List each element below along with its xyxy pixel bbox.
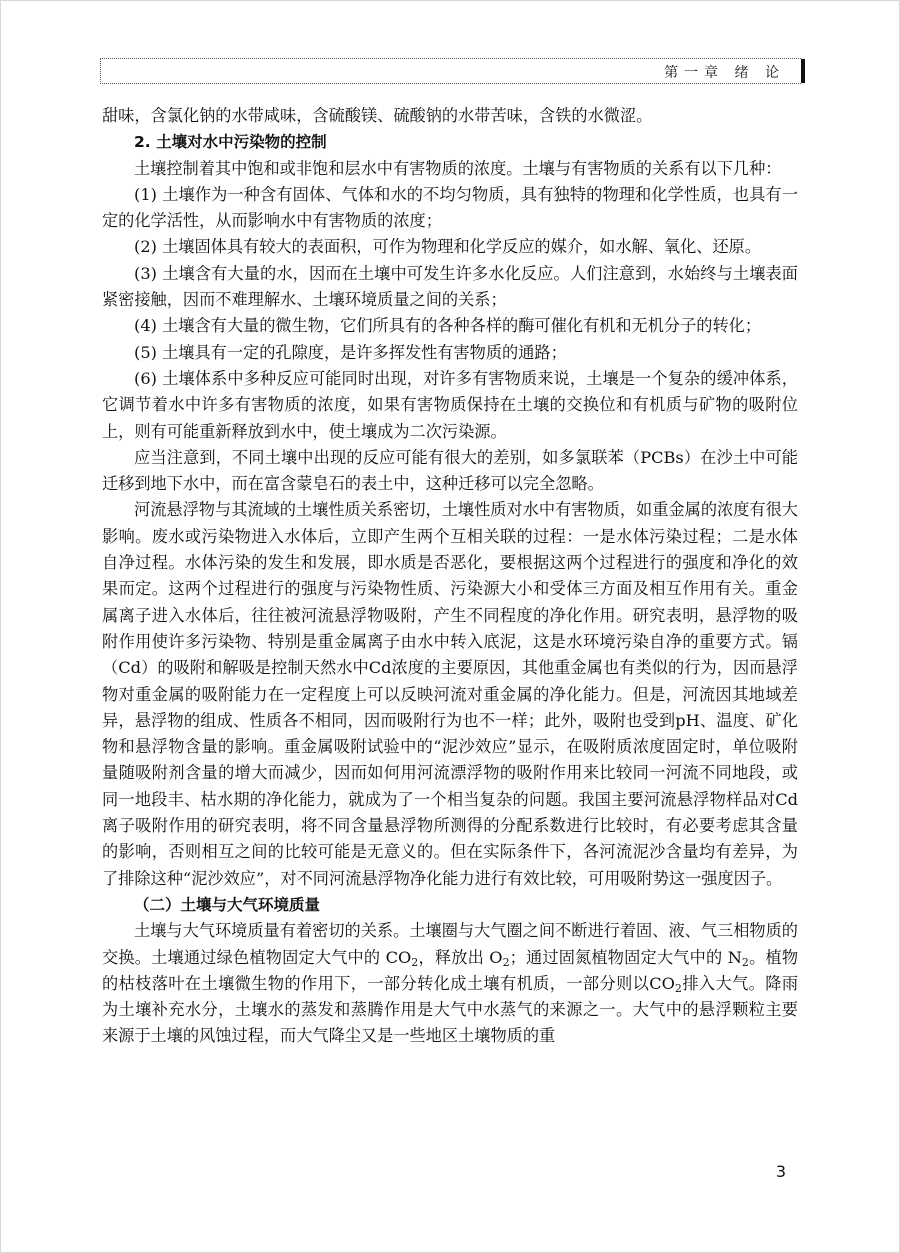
text-run: ；通过固氮植物固定大气中的 N [509, 947, 742, 967]
section-heading: 2. 土壤对水中污染物的控制 [134, 133, 327, 152]
page-body [102, 103, 798, 1050]
paragraph [102, 918, 798, 1049]
header-bar [801, 59, 805, 83]
subscript: 2 [502, 955, 510, 969]
running-header [100, 58, 801, 84]
page-number: 3 [775, 1162, 786, 1181]
chapter-title: 第一章 绪 论 [664, 65, 785, 81]
paragraph-continued: 甜味，含氯化钠的水带咸味，含硫酸镁、硫酸钠的水带苦味，含铁的水微涩。 [102, 106, 653, 125]
subscript: 2 [411, 955, 419, 969]
subscript: 2 [741, 955, 749, 969]
list-item: (3) 土壤含有大量的水，因而在土壤中可发生许多水化反应。人们注意到，水始终与土壤表面紧密接触，因而不难理解水、土壤环境质量之间的关系； [102, 263, 798, 310]
list-item: (6) 土壤体系中多种反应可能同时出现，对许多有害物质来说，土壤是一个复杂的缓冲体系，它调节着水中许多有害物质的浓度，如果有害物质保持在土壤的交换位和有机质与矿物的吸附位上，则有可能重新释放到水中，使土壤成为二次污染源。 [102, 368, 798, 441]
text-run: 排入大气。降雨为土壤补充水分，土壤水的蒸发和蒸腾作用是大气中水蒸气的来源之一。大气中的悬浮颗粒主要来源于土壤的风蚀过程，而大气降尘又是一些地区土壤物质的重 [102, 973, 799, 1046]
paragraph: 土壤控制着其中饱和或非饱和层水中有害物质的浓度。土壤与有害物质的关系有以下几种： [134, 158, 782, 178]
list-item: (2) 土壤固体具有较大的表面积，可作为物理和化学反应的媒介，如水解、氧化、还原。 [134, 237, 762, 257]
subscript: 2 [674, 981, 682, 995]
text-run: 土壤与大气环境质量有着密切的关系。土壤圈与大气圈之间不断进行着固、液、气三相物质的交换。土壤通过绿色植物固定大气中的 CO [102, 921, 798, 967]
list-item: (4) 土壤含有大量的微生物，它们所具有的各种各样的酶可催化有机和无机分子的转化； [134, 316, 762, 336]
section-heading: （二）土壤与大气环境质量 [134, 895, 321, 914]
paragraph: 河流悬浮物与其流域的土壤性质关系密切，土壤性质对水中有害物质，如重金属的浓度有很大影响。废水或污染物进入水体后，立即产生两个互相关联的过程：一是水体污染过程；二是水体自净过程。水体污染的发生和发展，即水质是否恶化，要根据这两个过程进行的强度和净化的效果而定。这两个过程进行的强度与污染物性质、污染源大小和受体三方面及相互作用有关。重金属离子进入水体后，往往被河流悬浮物吸附，产生不同程度的净化作用。研究表明，悬浮物的吸附作用使许多污染物、特别是重金属离子由水中转入底泥，这是水环境污染自净的重要方式。镉（Cd）的吸附和解吸是控制天然水中Cd浓度的主要原因，其他重金属也有类似的行为，因而悬浮物对重金属的吸附能力在一定程度上可以反映河流对重金属的净化能力。但是，河流因其地域差异，悬浮物的组成、性质各不相同，因而吸附行为也不一样；此外，吸附也受到pH、温度、矿化物和悬浮物含量的影响。重金属吸附试验中的“泥沙效应”显示，在吸附质浓度固定时，单位吸附量随吸附剂含量的增大而减少，因而如何用河流漂浮物的吸附作用来比较同一河流不同地段，或同一地段丰、枯水期的净化能力，就成为了一个相当复杂的问题。我国主要河流悬浮物样品对Cd离子吸附作用的研究表明，将不同含量悬浮物所测得的分配系数进行比较时，有必要考虑其含量的影响，否则相互之间的比较可能是无意义的。但在实际条件下，各河流泥沙含量均有差异，为了排除这种“泥沙效应”，对不同河流悬浮物净化能力进行有效比较，可用吸附势这一强度因子。 [102, 500, 798, 888]
list-item: (1) 土壤作为一种含有固体、气体和水的不均匀物质，具有独特的物理和化学性质，也具有一定的化学活性，从而影响水中有害物质的浓度； [102, 184, 798, 231]
paragraph: 应当注意到，不同土壤中出现的反应可能有很大的差别，如多氯联苯（PCBs）在沙土中可能迁移到地下水中，而在富含蒙皂石的表土中，这种迁移可以完全忽略。 [102, 447, 798, 494]
text-run: ，释放出 O [418, 947, 503, 967]
text-run: 。植物的枯枝落叶在土壤微生物的作用下，一部分转化成土壤有机质，一部分则以CO [102, 947, 799, 993]
list-item: (5) 土壤具有一定的孔隙度，是许多挥发性有害物质的通路； [134, 342, 567, 362]
